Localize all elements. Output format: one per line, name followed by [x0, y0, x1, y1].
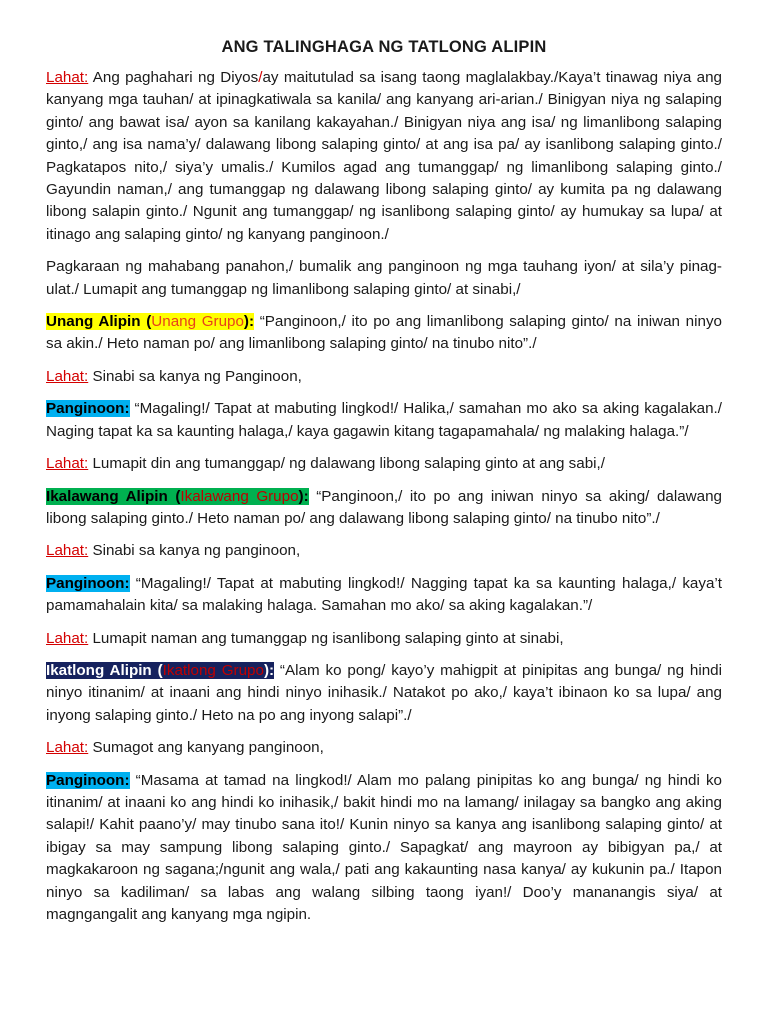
speaker-label: Ikalawang Alipin ( — [46, 487, 181, 505]
speaker-label: Ikatlong Alipin ( — [46, 661, 163, 679]
paragraph-text: “Alam ko pong/ kayo’y mahigpit at pinipitas ang bunga/ ng hindi ninyo itinanim/ at inaani ang hindi ninyo inihasik./ Natakot po ako,/ kaya’t ibinaon ko sa lupa/ ang inyong salaping ginto./ Heto na po ang inyong salapi”./ — [46, 661, 722, 724]
speaker-unang-alipin — [46, 313, 254, 330]
paragraph-text: “Panginoon,/ ito po ang iniwan ninyo sa aking/ dalawang libong salaping ginto./ Heto naman po/ ang dalawang libong salaping ginto/ na tinubo nito”./ — [46, 487, 722, 527]
paragraph-5 — [46, 398, 722, 443]
paragraph-text: Sinabi sa kanya ng Panginoon, — [88, 367, 302, 385]
paragraph-text: “Magaling!/ Tapat at mabuting lingkod!/ Halika,/ samahan mo ako sa aking kagalakan./ Naging tapat ka sa kaunting halaga,/ kaya gagawin kitang tagapamahala/ ng malaking halaga.”/ — [46, 400, 722, 440]
paragraph-text: “Masama at tamad na lingkod!/ Alam mo palang pinipitas ko ang bunga/ ng hindi ko itinanim/ at inaani ko ang hindi ko inihasik,/ bakit hindi mo na lamang/ inilagay sa bangko ang aking salapi!/ Kahit paano’y/ may tinubo sana ito!/ Kunin ninyo sa kanya ang isanlibong salaping ginto/ at ibigay sa may sampung libong salaping ginto./ Sapagkat/ ang mayroon ay bibigyan pa,/ at magkakaroon ng sagana;/ngunit ang wala,/ pati ang kakaunting nasa kanya/ ay kukunin pa./ Itapon ninyo sa kadiliman/ sa labas ang walang silbing taong iyan!/ Doo’y mananangis siya/ at magngangalit ang kanyang mga ngipin. — [46, 771, 722, 923]
paragraph-9 — [46, 573, 722, 618]
speaker-label: Unang Alipin ( — [46, 313, 152, 331]
paragraph-3 — [46, 311, 722, 356]
paragraph-8 — [46, 540, 722, 562]
paragraph-13 — [46, 770, 722, 927]
paragraph-7 — [46, 486, 722, 531]
speaker-lahat: Lahat: — [46, 455, 89, 473]
speaker-label-close: ): — [243, 313, 255, 331]
speaker-lahat: Lahat: — [46, 69, 89, 86]
paragraph-4 — [46, 366, 722, 388]
speaker-panginoon: Panginoon: — [46, 574, 130, 592]
paragraph-6 — [46, 453, 722, 475]
paragraph-text: Lumapit din ang tumanggap/ ng dalawang libong salaping ginto at ang sabi,/ — [88, 455, 605, 473]
document-title: ANG TALINGHAGA NG TATLONG ALIPIN — [221, 38, 547, 56]
paragraph-11 — [46, 660, 722, 727]
paragraph-text: Sumagot ang kanyang panginoon, — [88, 739, 324, 757]
speaker-panginoon: Panginoon: — [46, 400, 130, 418]
paragraph-12 — [46, 737, 722, 759]
speaker-label-close: ): — [298, 487, 309, 505]
paragraph-2: Pagkaraan ng mahabang panahon,/ bumalik ang panginoon ng mga tauhang iyon/ at sila’y pinag-ulat./ Lumapit ang tumanggap ng limanlibong salaping ginto/ at sinabi,/ — [46, 258, 722, 298]
paragraph-text: “Panginoon,/ ito po ang limanlibong salaping ginto/ na iniwan ninyo sa akin./ Heto naman po/ ang limanlibong salaping ginto/ na tinubo nito”./ — [46, 313, 722, 353]
speaker-ikatlong-alipin — [46, 662, 274, 679]
speaker-ikalawang-alipin — [46, 488, 309, 505]
paragraph-text: Ang paghahari ng Diyos — [88, 69, 259, 86]
paragraph-text: Sinabi sa kanya ng panginoon, — [88, 542, 301, 560]
speaker-panginoon: Panginoon: — [46, 771, 130, 789]
paragraph-text: Lumapit naman ang tumanggap ng isanlibong salaping ginto at sinabi, — [88, 629, 564, 647]
group-label: Unang Grupo — [151, 313, 244, 331]
group-label: Ikalawang Grupo — [180, 487, 299, 505]
paragraph-1 — [46, 67, 722, 246]
paragraph-10 — [46, 628, 722, 650]
speaker-lahat: Lahat: — [46, 739, 89, 757]
speaker-lahat: Lahat: — [46, 367, 89, 385]
speaker-lahat: Lahat: — [46, 542, 89, 560]
speaker-lahat: Lahat: — [46, 629, 89, 647]
red-slash: / — [258, 69, 263, 86]
speaker-label-close: ): — [263, 661, 275, 679]
group-label: Ikatlong Grupo — [162, 661, 264, 679]
paragraph-text: ay maitutulad sa isang taong maglalakbay./Kaya’t tinawag niya ang kanyang mga tauhan/ at ipinagkatiwala sa kanila/ ang kanyang ari-arian./ Binigyan niya ng salaping ginto/ ang bawat isa/ ayon sa kanilang kakayahan./ Binigyan niya ang isa/ ng limanlibong salaping ginto,/ ang isa nama’y/ dalawang libong salaping ginto/ at ang isa pa/ ay isanlibong salaping ginto./ Pagkatapos nito,/ siya’y umalis./ Kumilos agad ang tumanggap/ ng limanlibong salaping ginto./ Gayundin naman,/ ang tumanggap ng dalawang libong salaping ginto/ ay kumita pa ng dalawang libong salapin ginto./ Ngunit ang tumanggap/ ng isanlibong salaping ginto/ ay humukay sa lupa/ at itinago ang salaping ginto/ ng kanyang panginoon./ — [46, 69, 722, 243]
paragraph-text: “Magaling!/ Tapat at mabuting lingkod!/ Nagging tapat ka sa kaunting halaga,/ kaya’t pamamahalain kita/ sa malaking halaga. Samahan mo ako/ sa aking kagalakan.”/ — [46, 574, 722, 615]
